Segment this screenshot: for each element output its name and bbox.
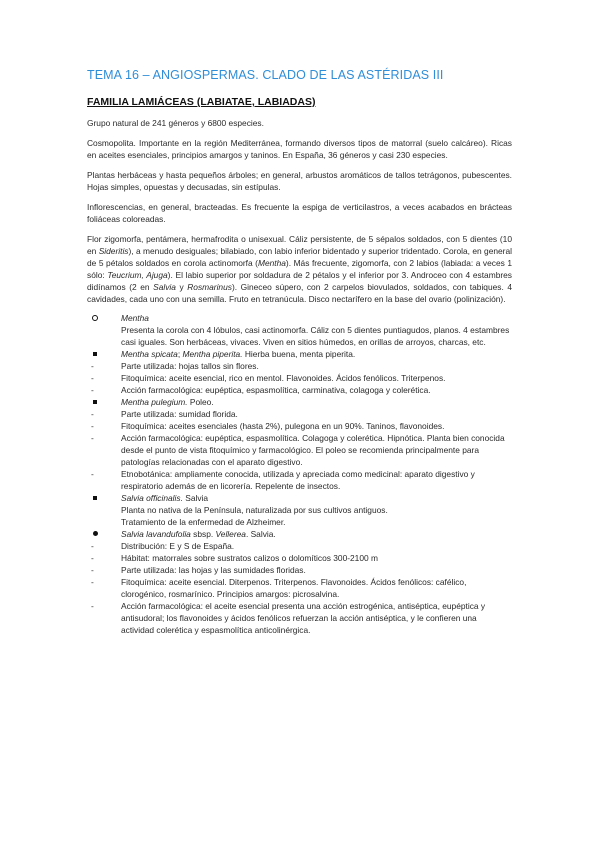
list-item — [91, 552, 512, 564]
species-name: Salvia officinalis. — [121, 493, 183, 503]
dash-marker: - — [91, 469, 94, 479]
item-text: Fitoquímica: aceite esencial. Diterpenos. Triterpenos. Flavonoides. Ácidos fenólicos: cafélico, clorogénico, rosmarínico. Principios amargos: picrosalvina. — [121, 577, 467, 599]
item-text: Parte utilizada: las hojas y las sumidades floridas. — [121, 565, 306, 575]
dash-marker: - — [91, 553, 94, 563]
list-item — [91, 360, 512, 372]
list-item — [87, 396, 512, 492]
paragraph-distribution: Cosmopolita. Importante en la región Mediterránea, formando diversos tipos de matorral (suelo calcáreo). Ricas en aceites esenciales, principios amargos y taninos. En España, 36 géneros y casi 230 especies. — [87, 138, 512, 160]
species-list — [87, 312, 512, 636]
paragraph-flower — [87, 233, 512, 305]
item-text: Acción farmacológica: eupéptica, espasmolítica. Colagoga y colerética. Hipnótica. Planta bien conocida desde el punto de vista fitoquímico y farmacológico. El poleo se recomienda principalmente para patologías relacionadas con el aparato digestivo. — [121, 433, 505, 467]
list-item — [91, 372, 512, 384]
species-name: Mentha pulegium. — [121, 397, 188, 407]
item-text: Hábitat: matorrales sobre sustratos calizos o dolomíticos 300-2100 m — [121, 553, 378, 563]
list-item — [91, 564, 512, 576]
item-text: Acción farmacológica: el aceite esencial presenta una acción estrogénica, antiséptica, eupéptica y antisudoral; los flavonoides y ácidos fenólicos refuerzan la acción antiséptica, y le confieren una actividad colerética y espasmolítica anticolinérgica. — [121, 601, 486, 635]
list-item — [87, 492, 512, 528]
item-text: Distribución: E y S de España. — [121, 541, 235, 551]
text-run: ). Gineceo súpero, con 2 carpelos biovulados, soldados, con tabiques. 4 cavidades, cada uno con una semilla. Fruto en tetranúcula. Disco nectarífero en la base del ovario (polinización). — [87, 282, 513, 304]
bullet-circle-icon — [91, 312, 99, 321]
dash-marker: - — [91, 409, 94, 419]
list-item — [91, 600, 512, 636]
item-text: Etnobotánica: ampliamente conocida, utilizada y apreciada como medicinal: aparato digestivo y respiratorio además de en licorería. Repelente de insectos. — [121, 469, 475, 491]
dash-marker: - — [91, 601, 94, 611]
item-text: Acción farmacológica: eupéptica, espasmolítica, carminativa, colagoga y colerética. — [121, 385, 431, 395]
text-run: Flor zigomorfa, pentámera, hermafrodita o unisexual. Cáliz persistente, de 5 sépalos soldados, con 5 dientes (10 en — [87, 234, 512, 256]
dash-marker: - — [91, 361, 94, 371]
taxon-name: Mentha — [257, 258, 286, 268]
species-name: Vellerea — [215, 529, 246, 539]
dash-marker: - — [91, 433, 94, 443]
list-item — [91, 468, 512, 492]
paragraph-intro: Grupo natural de 241 géneros y 6800 especies. — [87, 118, 264, 128]
dash-marker: - — [91, 385, 94, 395]
paragraph-morphology: Plantas herbáceas y hasta pequeños árboles; en general, arbustos aromáticos de tallos tetrágonos, pubescentes. Hojas simples, opuestas y decusadas, sin estípulas. — [87, 170, 512, 192]
item-text: Parte utilizada: hojas tallos sin flores. — [121, 361, 259, 371]
bullet-dot-icon — [91, 528, 99, 536]
taxon-name: Teucrium, Ajuga — [107, 270, 168, 280]
page-title: TEMA 16 – ANGIOSPERMAS. CLADO DE LAS ASTÉRIDAS III — [87, 68, 444, 82]
species-name: Mentha — [121, 313, 149, 323]
text-run: ). El labio superior por soldadura de 2 pétalos y el inferior por 3. Androceo con 4 estambres didínamos (2 en — [87, 270, 512, 292]
common-name: Poleo. — [187, 397, 214, 407]
paragraph-inflorescence: Inflorescencias, en general, bracteadas. Es frecuente la espiga de verticilastros, a veces acabados en brácteas foliáceas coloreadas. — [87, 202, 512, 224]
taxon-name: Salvia — [153, 282, 176, 292]
species-description: Presenta la corola con 4 lóbulos, casi actinomorfa. Cáliz con 5 dientes puntiagudos, planos. 4 estambres casi iguales. Son herbáceas, vivaces. Viven en sitios húmedos, en orillas de arroyos, charcas, etc. — [121, 325, 510, 347]
item-text: Fitoquímica: aceite esencial, rico en mentol. Flavonoides. Ácidos fenólicos. Triterpenos. — [121, 373, 446, 383]
list-item — [91, 432, 512, 468]
species-name: Mentha piperita. — [182, 349, 243, 359]
list-item — [87, 348, 512, 396]
dash-marker: - — [91, 373, 94, 383]
dash-marker: - — [91, 577, 94, 587]
common-name: Hierba buena, menta piperita. — [242, 349, 356, 359]
taxon-name: Sideritis — [98, 246, 129, 256]
property-list — [91, 360, 512, 396]
text-run: ). Más frecuente, zigomorfa, con 2 labios (labiada: a veces 1 sólo: — [87, 258, 512, 280]
bullet-square-icon — [91, 492, 99, 500]
separator: sbsp. — [190, 529, 216, 539]
property-list — [91, 540, 512, 636]
item-text: Parte utilizada: sumidad florida. — [121, 409, 238, 419]
common-name: . Salvia. — [245, 529, 276, 539]
dash-marker: - — [91, 421, 94, 431]
list-item — [91, 576, 512, 600]
text-run: y — [175, 282, 188, 292]
dash-marker: - — [91, 541, 94, 551]
common-name: Salvia — [182, 493, 209, 503]
species-name: Mentha spicata — [121, 349, 178, 359]
bullet-square-icon — [91, 396, 99, 404]
text-run: ), a menudo desiguales; bilabiado, con labio inferior bidentado y superior tridentado. Corola, en general de 5 pétalos soldados en corola actinomorfa ( — [87, 246, 512, 268]
item-text: Fitoquímica: aceites esenciales (hasta 2%), pulegona en un 90%. Taninos, flavonoides. — [121, 421, 445, 431]
list-item — [91, 540, 512, 552]
taxon-name: Rosmarinus — [187, 282, 232, 292]
list-item — [91, 408, 512, 420]
list-item — [87, 528, 512, 636]
bullet-square-icon — [91, 348, 99, 356]
list-item — [91, 420, 512, 432]
species-description: Planta no nativa de la Península, naturalizada por sus cultivos antiguos. — [121, 505, 388, 515]
list-item — [91, 384, 512, 396]
document-body — [87, 117, 512, 636]
species-description: Tratamiento de la enfermedad de Alzheimer. — [121, 517, 286, 527]
dash-marker: - — [91, 565, 94, 575]
separator: ; — [177, 349, 183, 359]
property-list — [91, 408, 512, 492]
section-heading: FAMILIA LAMIÁCEAS (LABIATAE, LABIADAS) — [87, 96, 316, 108]
list-item — [87, 312, 512, 348]
species-name: Salvia lavandufolia — [121, 529, 191, 539]
